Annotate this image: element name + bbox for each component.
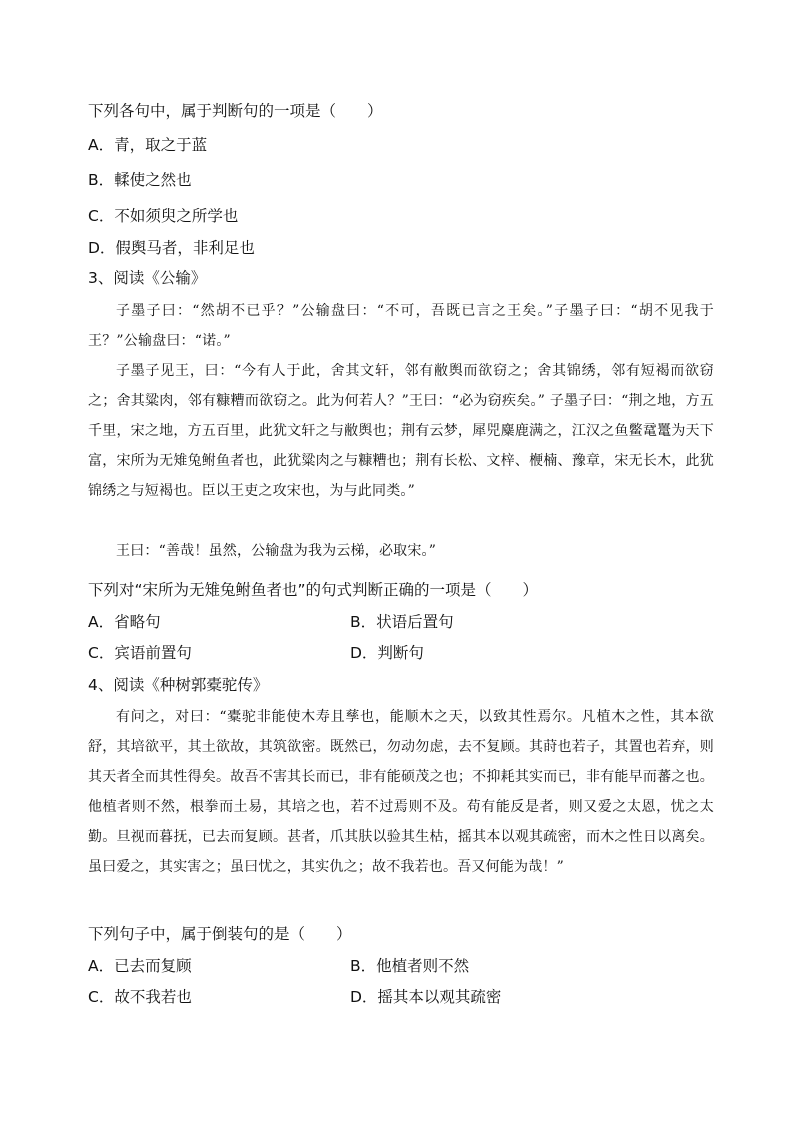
- q4-option-c: C．故不我若也: [88, 988, 192, 1006]
- question-3-stem: 下列对“宋所为无雉兔鲋鱼者也”的句式判断正确的一项是（ ）: [88, 581, 539, 599]
- q3-passage-para-2: 子墨子见王，曰：“今有人于此，舍其文轩，邻有敝舆而欲窃之；舍其锦绣，邻有短褐而欲窃之；舍其粱肉，邻有糠糟而欲窃之。此为何若人？”王曰：“必为窃疾矣。” 子墨子曰：“荆之地，方五千里，宋之地，方五百里，此犹文轩之与敝舆也；荆有云梦，犀兕麋鹿满之，江汉之鱼鳖鼋鼍为天下富，宋所为无雉兔鲋鱼者也，此犹粱肉之与糠糟也；荆有长松、文梓、楩楠、豫章，宋无长木，此犹锦绣之与短褐也。臣以王吏之攻宋也，为与此同类。”: [88, 363, 714, 499]
- q3-option-a: A．省略句: [88, 613, 161, 631]
- q4-option-a: A．已去而复顾: [88, 957, 192, 975]
- option-a: A．青，取之于蓝: [88, 136, 208, 154]
- question-stem: 下列各句中，属于判断句的一项是（ ）: [88, 102, 383, 120]
- q3-passage-para-1: 子墨子曰：“然胡不已乎？”公输盘曰：“不可，吾既已言之王矣。”子墨子曰：“胡不见我于王？”公输盘曰：“诺。”: [88, 303, 714, 349]
- q3-option-c: C．宾语前置句: [88, 644, 192, 662]
- question-3-heading: 3、阅读《公输》: [88, 269, 207, 287]
- q3-option-d: D．判断句: [350, 644, 424, 662]
- option-d: D．假舆马者，非利足也: [88, 239, 255, 257]
- question-4-heading: 4、阅读《种树郭橐驼传》: [88, 676, 269, 694]
- q3-passage-para-3: 王曰：“善哉！虽然，公输盘为我为云梯，必取宋。”: [116, 543, 437, 559]
- question-4-stem: 下列句子中，属于倒装句的是（ ）: [88, 925, 352, 943]
- q4-passage: 有问之，对曰：“橐驼非能使木寿且孳也，能顺木之天，以致其性焉尔。凡植木之性，其本欲舒，其培欲平，其土欲故，其筑欲密。既然已，勿动勿虑，去不复顾。其莳也若子，其置也若弃，则其天者全而其性得矣。故吾不害其长而已，非有能硕茂之也；不抑耗其实而已，非有能早而蕃之也。他植者则不然，根拳而土易，其培之也，若不过焉则不及。苟有能反是者，则又爱之太恩，忧之太勤。旦视而暮抚，已去而复顾。甚者，爪其肤以验其生枯，摇其本以观其疏密，而木之性日以离矣。虽曰爱之，其实害之；虽曰忧之，其实仇之；故不我若也。吾又何能为哉！”: [88, 709, 714, 875]
- option-b: B．輮使之然也: [88, 171, 192, 189]
- q4-option-d: D．摇其本以观其疏密: [350, 988, 502, 1006]
- option-c: C．不如须臾之所学也: [88, 207, 239, 225]
- q4-option-b: B．他植者则不然: [350, 957, 470, 975]
- q3-option-b: B．状语后置句: [350, 613, 454, 631]
